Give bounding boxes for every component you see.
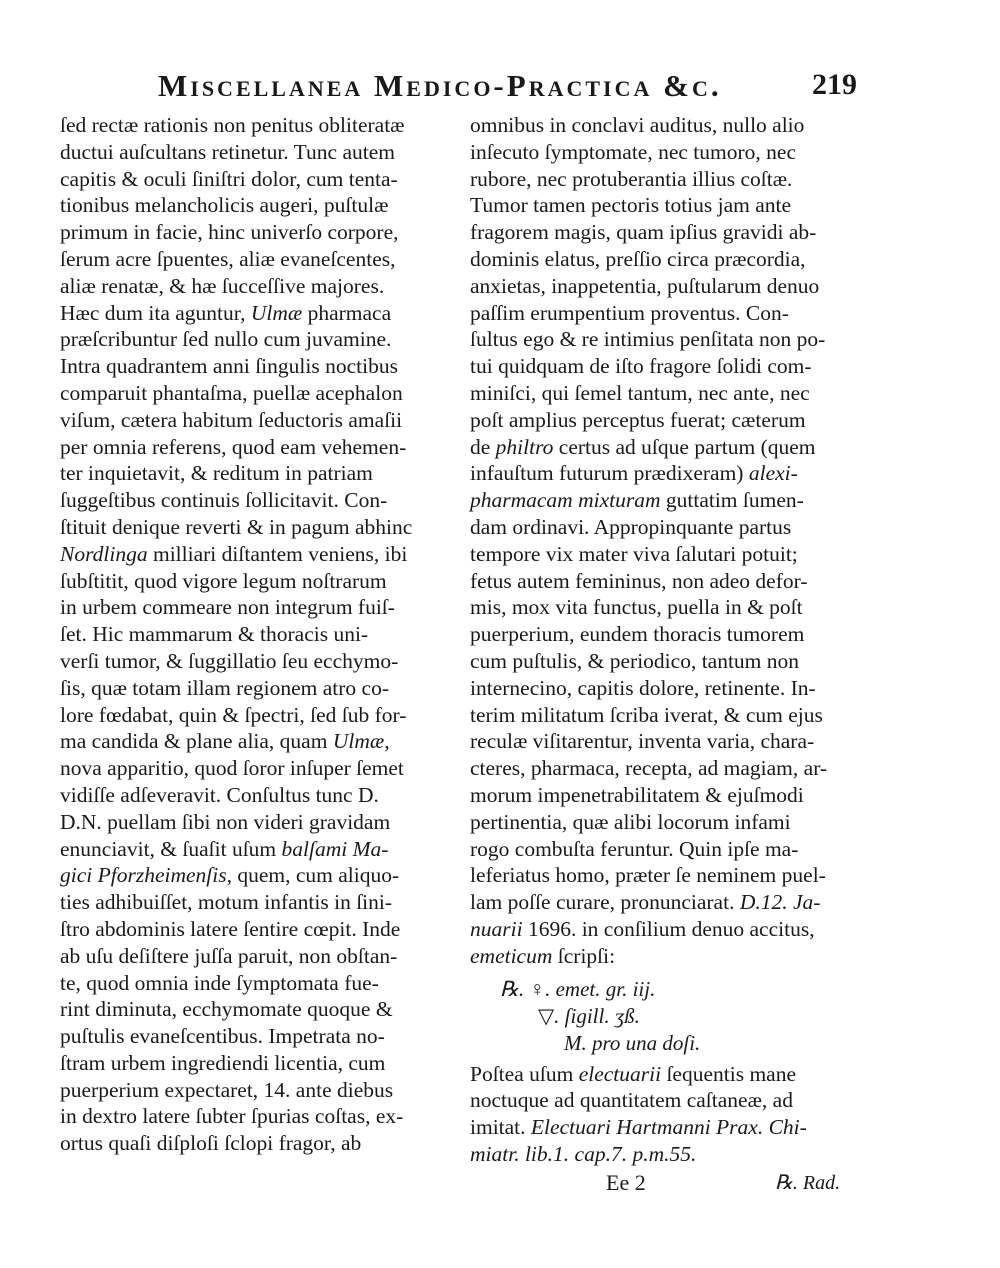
text-segment: Hæc dum ita aguntur, — [60, 300, 251, 325]
signature-mark: Ee 2 — [606, 1170, 646, 1195]
text-line — [60, 862, 460, 889]
text-line — [470, 1141, 870, 1168]
text-segment: nova apparitio, quod ſoror inſuper ſemet — [60, 756, 404, 781]
text-line — [60, 246, 460, 273]
text-segment: ortus quaſi diſploſi ſclopi fragor, ab — [60, 1131, 362, 1156]
italic-text-segment: electuarii — [578, 1061, 662, 1086]
text-segment: ab uſu deſiſtere juſſa paruit, non obſtan- — [60, 943, 398, 968]
text-segment: tempore vix mater viva ſalutari potuit; — [470, 541, 798, 566]
text-line — [60, 380, 460, 407]
page-header — [0, 62, 1000, 112]
text-segment: leferiatus homo, præter ſe neminem puel- — [470, 863, 826, 888]
text-line — [60, 943, 460, 970]
text-segment: puerperium, eundem thoracis tumorem — [470, 622, 805, 647]
text-segment: Poſtea uſum — [470, 1061, 579, 1086]
text-line — [470, 112, 870, 139]
text-line — [470, 300, 870, 327]
text-line — [470, 809, 870, 836]
text-line — [470, 353, 870, 380]
text-segment: guttatim ſumen- — [660, 488, 804, 513]
text-segment: ſultus ego & re intimius penſitata non po- — [470, 327, 826, 352]
text-line — [60, 675, 460, 702]
text-segment: tui quidquam de iſto fragore ſolidi com- — [470, 354, 812, 379]
text-line — [60, 621, 460, 648]
text-line — [470, 836, 870, 863]
italic-text-segment: gici Pforzheimenſis, — [60, 863, 232, 888]
left-text-column — [60, 112, 460, 1157]
text-segment: ſtram urbem ingrediendi licentia, cum — [60, 1050, 386, 1075]
italic-text-segment: pharmacam mixturam — [470, 488, 661, 513]
text-line — [470, 1061, 870, 1088]
text-line — [60, 755, 460, 782]
text-segment: 1696. in conſilium denuo accitus, — [522, 916, 815, 941]
italic-text-segment: emeticum — [470, 943, 553, 968]
text-segment: lam poſſe curare, pronunciarat. — [470, 890, 740, 915]
text-segment: puſtulis evaneſcentibus. Impetrata no- — [60, 1024, 385, 1049]
text-segment: enunciavit, & ſuaſit uſum — [60, 836, 282, 861]
text-line — [470, 702, 870, 729]
text-line — [60, 809, 460, 836]
text-segment: imitat. — [470, 1115, 531, 1140]
text-segment: rubore, nec protuberantia illius coſtæ. — [470, 166, 793, 191]
text-segment: ſed rectæ rationis non penitus obliteratæ — [60, 113, 405, 137]
text-line — [60, 889, 460, 916]
text-segment: ſequentis mane — [661, 1061, 797, 1086]
text-line — [60, 112, 460, 139]
text-segment: fetus autem femininus, non adeo defor- — [470, 568, 808, 593]
text-segment: omnibus in conclavi auditus, nullo alio — [470, 113, 805, 137]
text-segment: pertinentia, quæ alibi locorum infami — [470, 809, 791, 834]
text-line — [60, 836, 460, 863]
text-segment: morum impenetrabilitatem & ejuſmodi — [470, 782, 804, 807]
text-line — [470, 755, 870, 782]
text-segment: tionibus melancholicis augeri, puſtulæ — [60, 193, 389, 218]
text-line — [470, 568, 870, 595]
text-segment: inſecuto ſymptomate, nec tumoro, nec — [470, 139, 796, 164]
text-segment: cteres, pharmaca, recepta, ad magiam, ar- — [470, 756, 828, 781]
text-segment: dam ordinavi. Appropinquante partus — [470, 514, 792, 539]
text-line — [60, 702, 460, 729]
text-line — [60, 192, 460, 219]
text-segment: aliæ renatæ, & hæ ſucceſſive majores. — [60, 273, 385, 298]
text-line — [60, 407, 460, 434]
text-line — [60, 326, 460, 353]
text-segment: miniſci, qui ſemel tantum, nec ante, nec — [470, 380, 810, 405]
italic-text-segment: miatr. lib.1. cap.7. p.m.55. — [470, 1141, 697, 1166]
italic-text-segment: balſami Ma- — [281, 836, 389, 861]
text-segment: verſi tumor, & ſuggillatio ſeu ecchymo- — [60, 648, 399, 673]
text-line — [470, 326, 870, 353]
text-line — [60, 648, 460, 675]
text-segment: primum in facie, hinc univerſo corpore, — [60, 220, 399, 245]
text-segment: viſum, cætera habitum ſeductoris amaſii — [60, 407, 403, 432]
text-line — [60, 460, 460, 487]
text-segment: per omnia referens, quod eam vehemen- — [60, 434, 407, 459]
text-line — [470, 380, 870, 407]
text-line — [470, 943, 870, 970]
text-segment: infauſtum futurum prædixeram) — [470, 461, 749, 486]
page-number: 219 — [812, 68, 857, 101]
text-segment: paſſim erumpentium proventus. Con- — [470, 300, 789, 325]
text-line — [470, 219, 870, 246]
text-line — [470, 594, 870, 621]
text-line — [60, 434, 460, 461]
text-line — [470, 460, 870, 487]
text-line — [470, 1114, 870, 1141]
text-line — [470, 648, 870, 675]
text-segment: in urbem commeare non integrum fuiſ- — [60, 595, 395, 620]
text-segment: ties adhibuiſſet, motum infantis in ſini- — [60, 890, 393, 915]
text-segment: lore fœdabat, quin & ſpectri, ſed ſub for- — [60, 702, 407, 727]
text-line — [60, 1077, 460, 1104]
italic-text-segment: D.12. Ja- — [739, 890, 821, 915]
text-line — [60, 782, 460, 809]
text-line — [470, 434, 870, 461]
text-line — [60, 166, 460, 193]
text-segment: Intra quadrantem anni ſingulis noctibus — [60, 354, 398, 379]
text-segment: in dextro latere ſubter ſpurias coſtas, ex- — [60, 1104, 404, 1129]
text-line — [60, 273, 460, 300]
text-segment: Tumor tamen pectoris totius jam ante — [470, 193, 792, 218]
text-line — [470, 1087, 870, 1114]
text-line — [470, 782, 870, 809]
catchword: ℞. Rad. — [775, 1172, 841, 1194]
italic-text-segment: nuarii — [470, 916, 523, 941]
text-line — [470, 273, 870, 300]
text-segment: internecino, capitis dolore, retinente. In- — [470, 675, 816, 700]
right-column-closing-paragraph — [470, 1061, 870, 1168]
text-line — [470, 889, 870, 916]
text-line — [60, 970, 460, 997]
text-segment: D.N. puellam ſibi non videri gravidam — [60, 809, 391, 834]
italic-text-segment: Ulmæ — [250, 300, 303, 325]
text-segment: capitis & oculi ſiniſtri dolor, cum tenta- — [60, 166, 398, 191]
text-segment: milliari diſtantem veniens, ibi — [147, 541, 408, 566]
prescription-line: M. pro una doſi. — [564, 1030, 701, 1055]
text-line — [470, 487, 870, 514]
text-line — [60, 300, 460, 327]
text-line — [60, 353, 460, 380]
text-segment: ter inquietavit, & reditum in patriam — [60, 461, 373, 486]
text-line — [470, 407, 870, 434]
text-line — [60, 1130, 460, 1157]
text-segment: terim militatum ſcriba iverat, & cum ejus — [470, 702, 823, 727]
text-line — [470, 916, 870, 943]
text-line — [470, 192, 870, 219]
text-line — [470, 166, 870, 193]
text-segment: dominis elatus, preſſio circa præcordia, — [470, 246, 806, 271]
text-segment: rogo combuſta feruntur. Quin ipſe ma- — [470, 836, 799, 861]
prescription-line: ℞. ♀. emet. gr. iij. — [500, 976, 656, 1001]
prescription-line: ▽. ſigill. ʒß. — [538, 1003, 640, 1028]
text-line — [60, 541, 460, 568]
text-segment: ſuggeſtibus continuis ſollicitavit. Con- — [60, 488, 388, 513]
text-line — [60, 514, 460, 541]
text-segment: quem, cum aliquo- — [231, 863, 400, 888]
text-line — [470, 514, 870, 541]
text-line — [470, 675, 870, 702]
text-line — [470, 728, 870, 755]
text-line — [60, 1103, 460, 1130]
text-line — [60, 728, 460, 755]
italic-text-segment: Ulmæ, — [332, 729, 390, 754]
prescription-block — [470, 976, 870, 1057]
text-segment: reculæ viſitarentur, inventa varia, chara- — [470, 729, 815, 754]
text-segment: puerperium expectaret, 14. ante diebus — [60, 1077, 394, 1102]
text-segment: rint diminuta, ecchymomate quoque & — [60, 997, 393, 1022]
text-line — [60, 996, 460, 1023]
text-segment: ma candida & plane alia, quam — [60, 729, 333, 754]
text-segment: ductui auſcultans retinetur. Tunc autem — [60, 139, 395, 164]
text-segment: certus ad uſque partum (quem — [553, 434, 816, 459]
text-segment: cum puſtulis, & periodico, tantum non — [470, 648, 800, 673]
text-segment: poſt amplius perceptus fuerat; cæterum — [470, 407, 806, 432]
text-segment: vidiſſe adſeveravit. Conſultus tunc D. — [60, 782, 379, 807]
running-title: Miscellanea Medico-Practica &c. — [158, 68, 722, 103]
text-segment: anxietas, inappetentia, puſtularum denuo — [470, 273, 820, 298]
text-segment: noctuque ad quantitatem caſtaneæ, ad — [470, 1088, 793, 1113]
text-line — [60, 487, 460, 514]
text-line — [60, 568, 460, 595]
text-segment: ſcripſi: — [552, 943, 616, 968]
text-segment: ſerum acre ſpuentes, aliæ evaneſcentes, — [60, 246, 396, 271]
text-segment: ſet. Hic mammarum & thoracis uni- — [60, 622, 369, 647]
text-line — [60, 1050, 460, 1077]
text-segment: de — [470, 434, 496, 459]
text-segment: pharmaca — [302, 300, 392, 325]
text-line — [60, 219, 460, 246]
right-text-column — [470, 112, 870, 1168]
text-segment: ſtituit denique reverti & in pagum abhinc — [60, 514, 413, 539]
text-segment: comparuit phantaſma, puellæ acephalon — [60, 380, 403, 405]
text-segment: ſtro abdominis latere ſentire cœpit. Inde — [60, 916, 401, 941]
text-line — [60, 139, 460, 166]
italic-text-segment: alexi- — [748, 461, 798, 486]
italic-text-segment: philtro — [495, 434, 554, 459]
text-line — [470, 862, 870, 889]
text-line — [60, 916, 460, 943]
text-segment: mis, mox vita functus, puella in & poſt — [470, 595, 803, 620]
text-segment: ſis, quæ totam illam regionem atro co- — [60, 675, 389, 700]
text-line — [60, 1023, 460, 1050]
text-segment: fragorem magis, quam ipſius gravidi ab- — [470, 220, 817, 245]
text-segment: ſubſtitit, quod vigore legum noſtrarum — [60, 568, 387, 593]
text-line — [470, 139, 870, 166]
text-line — [470, 621, 870, 648]
text-line — [470, 246, 870, 273]
text-segment: te, quod omnia inde ſymptomata fue- — [60, 970, 379, 995]
right-column-paragraph — [470, 112, 870, 970]
text-line — [60, 594, 460, 621]
italic-text-segment: Nordlinga — [60, 541, 148, 566]
text-segment: præſcribuntur ſed nullo cum juvamine. — [60, 327, 392, 352]
italic-text-segment: Electuari Hartmanni Prax. Chi- — [530, 1115, 807, 1140]
text-line — [470, 541, 870, 568]
